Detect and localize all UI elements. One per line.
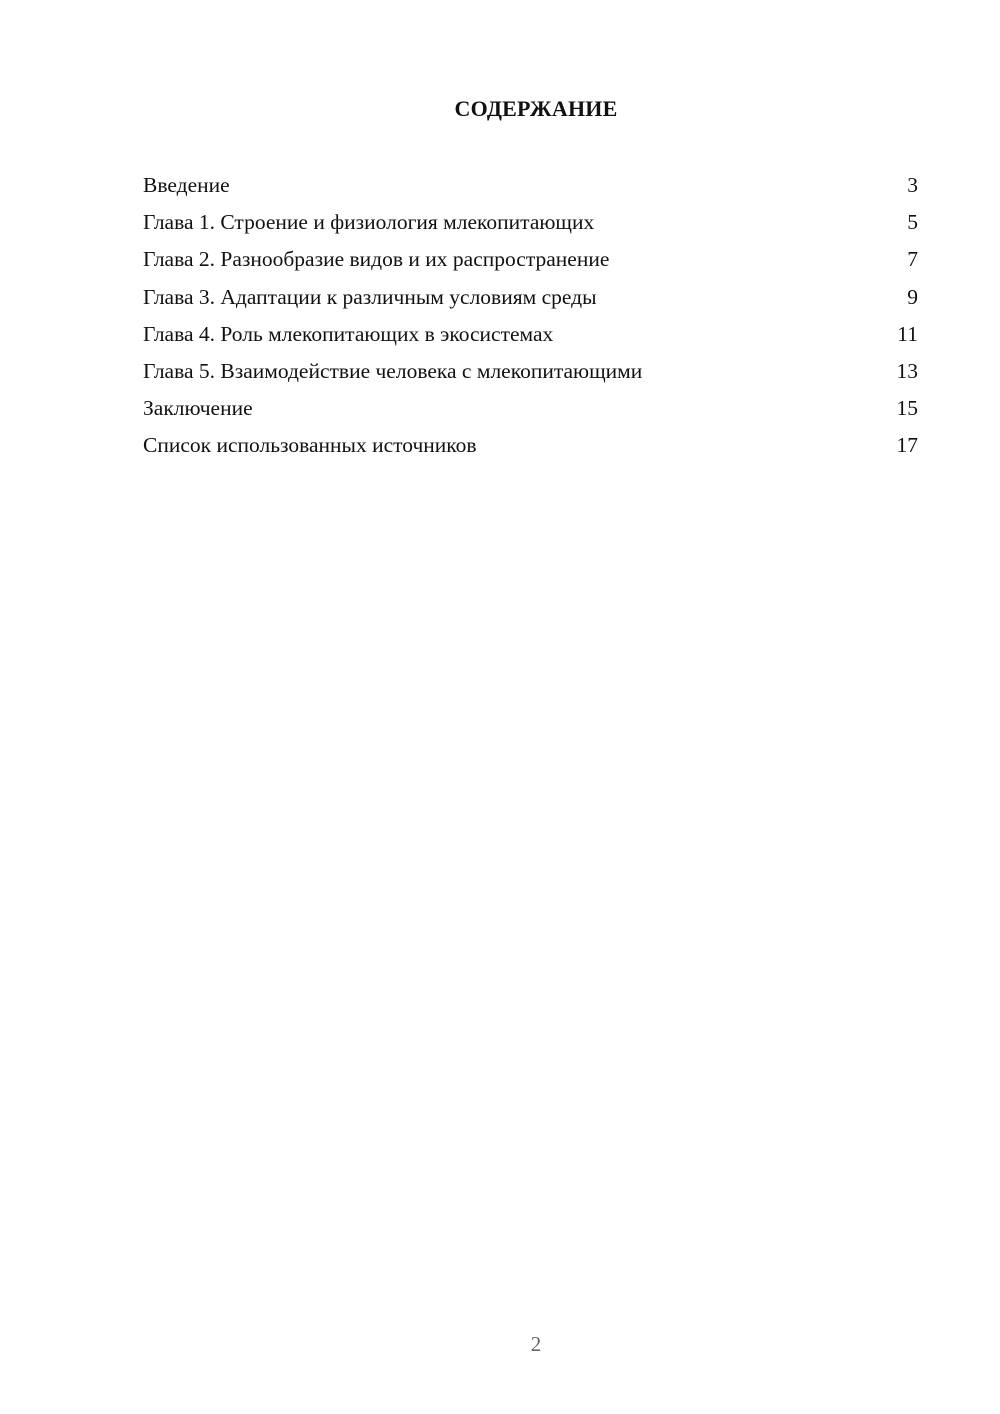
toc-entry-label: Глава 2. Разнообразие видов и их распространение <box>143 247 610 272</box>
toc-entry-introduction <box>143 170 918 207</box>
toc-entry-chapter-2 <box>143 244 918 281</box>
toc-entry-chapter-4 <box>143 319 918 356</box>
toc-entry-label: Глава 4. Роль млекопитающих в экосистемах <box>143 321 554 346</box>
toc-entry-page: 13 <box>896 358 918 383</box>
page-title: СОДЕРЖАНИЕ <box>454 96 618 121</box>
toc-entry-page: 7 <box>907 247 918 272</box>
toc-entry-references <box>143 430 918 467</box>
toc-entry-page: 5 <box>907 210 918 235</box>
toc-entry-label: Список использованных источников <box>143 433 477 458</box>
toc-entry-chapter-5 <box>143 356 918 393</box>
toc-entry-label: Глава 3. Адаптации к различным условиям среды <box>143 284 597 309</box>
toc-entry-label: Глава 5. Взаимодействие человека с млекопитающими <box>143 358 643 383</box>
toc-entry-label: Заключение <box>143 396 253 421</box>
toc-entry-conclusion <box>143 393 918 430</box>
toc-entry-label: Введение <box>143 173 230 197</box>
table-of-contents <box>143 170 918 468</box>
toc-entry-page: 11 <box>897 321 918 346</box>
toc-entry-page: 15 <box>896 396 918 421</box>
toc-entry-chapter-1 <box>143 207 918 244</box>
toc-entry-label: Глава 1. Строение и физиология млекопитающих <box>143 210 595 235</box>
toc-entry-page: 3 <box>907 173 918 197</box>
toc-entry-page: 17 <box>896 433 918 458</box>
toc-entry-page: 9 <box>907 284 918 309</box>
toc-entry-chapter-3 <box>143 282 918 319</box>
page-number: 2 <box>530 1332 542 1356</box>
